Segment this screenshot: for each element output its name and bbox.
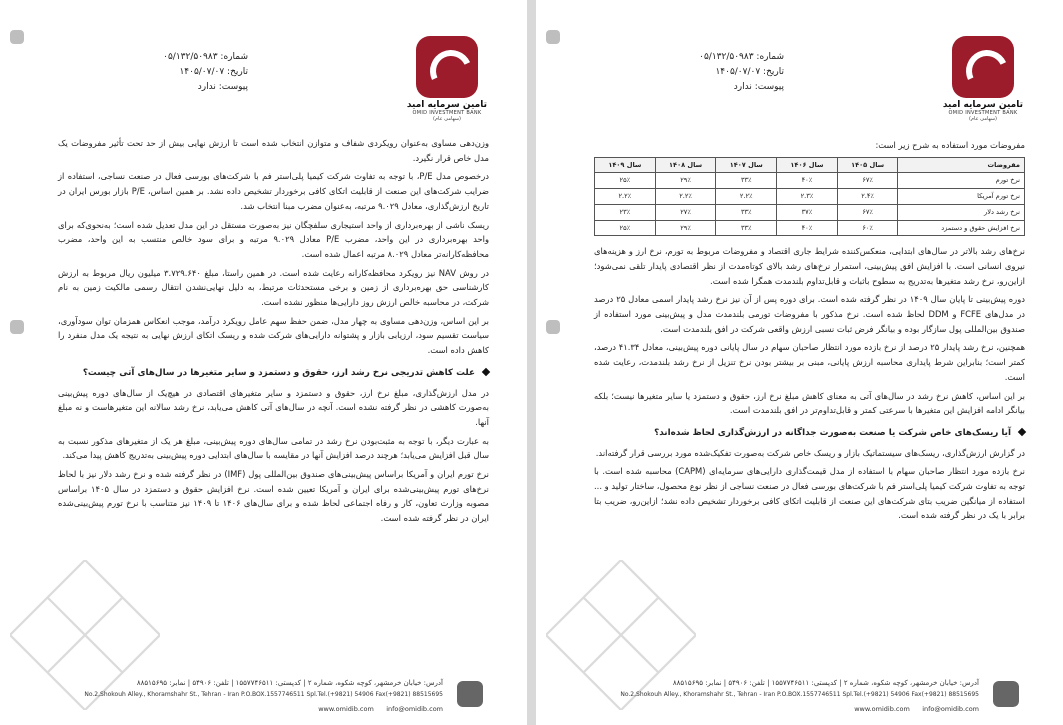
logo-name-en: OMID INVESTMENT BANK: [948, 110, 1018, 116]
table-row: [595, 204, 1025, 220]
table-header-row: [595, 157, 1025, 173]
table-cell: ۲۹٪: [655, 220, 716, 236]
table-cell: ۲۹٪: [655, 173, 716, 189]
table-row: [595, 189, 1025, 205]
footer-address-en: No.2,Shokouh Alley., Khoramshahr St., Tehran - Iran P.O.BOX.1557746511 Spl.Tel.(+9821) 54906 Fax(+9821) 88515695: [84, 691, 443, 698]
paragraph: ریسک ناشی از بهره‌برداری از واحد استیجاری سلفچگان نیز به‌صورت مستقل در این مدل تعدیل شده است؛ به‌نحوی‌که برای واحد بهره‌برداری در این واحد، مضرب P/E معادل ۹.۰۲۹ مرتبه و برای سود خالص منتسب به این واحد، مضرب محافظه‌کارانه‌تر معادل ۸.۰۲۹ مرتبه اعمال شده است.: [58, 219, 490, 259]
section-heading-text: آیا ریسک‌های خاص شرکت یا صنعت به‌صورت جداگانه در ارزش‌گذاری لحاظ شده‌اند؟: [654, 427, 1011, 438]
logo-sub-fa: (سهامی عام): [433, 116, 461, 122]
letter-number: شماره: ۰۵/۱۳۲/۵۰۹۸۳: [699, 52, 784, 62]
logo-name-fa: تامین سرمایه امید: [406, 100, 487, 110]
assumptions-table: [594, 157, 1025, 237]
table-cell: ۲.۲٪: [716, 189, 777, 205]
table-cell: نرخ تورم: [898, 173, 1025, 189]
letter-body: [58, 136, 489, 530]
logo-sub-fa: (سهامی عام): [969, 116, 997, 122]
logo-name-fa: تامین سرمایه امید: [942, 100, 1023, 110]
paragraph: وزن‌دهی مساوی به‌عنوان رویکردی شفاف و متوازن انتخاب شده است تا ارزش نهایی بیش از حد تحت تأثیر مفروضات یک مدل خاص قرار نگیرد.: [58, 138, 489, 163]
table-cell: ۴۰٪: [777, 173, 838, 189]
table-cell: ۲۷٪: [655, 204, 716, 220]
paragraph: همچنین، نرخ رشد پایدار ۲۵ درصد از نرخ بازده مورد انتظار صاحبان سهام در سال پایانی دوره پیش‌بینی، معادل ۴۱.۳۴ درصد، کمتر است؛ بنابراین شرط پایداری محاسبه ارزش پایانی، مبنی بر بیشتر بودن نرخ تنزیل از نرخ رشد بلندمدت، رعایت شده است.: [594, 342, 1025, 382]
letter-date: تاریخ: ۱۴۰۵/۰۷/۰۷: [715, 67, 784, 77]
paragraph: در روش NAV نیز رویکرد محافظه‌کارانه رعایت شده است. در همین راستا، مبلغ ۳.۷۲۹.۶۴۰ میلیون ریال مربوط به ارزش کارشناسی حق بهره‌برداری از زمین و برخی مستحدثات مرتبط، به دلیل نهایی‌نشدن انتقال رسمی مالکیت زمین به نام شرکت، در محاسبه خالص ارزش روز دارایی‌ها منظور نشده است.: [58, 267, 489, 308]
diamond-bullet-icon: [1018, 428, 1026, 436]
paragraph: به عبارت دیگر، با توجه به مثبت‌بودن نرخ رشد در تمامی سال‌های دوره پیش‌بینی، مبلغ هر یک از متغیرهای مذکور نسبت به سال قبل افزایش می‌یابد؛ هرچند درصد افزایش آنها در مقایسه با سال‌های ابتدایی دوره پیش‌بینی به‌تدریج کاهش پیدا می‌کند.: [58, 435, 489, 461]
table-cell: ۶۰٪: [837, 220, 898, 236]
table-cell: ۳۳٪: [716, 173, 777, 189]
footer-web-link[interactable]: www.omidib.com: [318, 705, 374, 713]
table-header-cell: سال ۱۴۰۶: [777, 157, 838, 173]
side-mark-icon: [546, 320, 560, 334]
document-page-left: [0, 0, 527, 725]
table-row: [595, 173, 1025, 189]
footer-email-link[interactable]: info@omidib.com: [386, 705, 443, 713]
footer-logo-icon: [993, 681, 1019, 707]
table-header-cell: سال ۱۴۰۵: [837, 157, 898, 173]
table-cell: ۲.۴٪: [837, 189, 898, 205]
table-cell: ۳۳٪: [716, 204, 777, 220]
company-logo: [943, 36, 1023, 122]
table-header-cell: سال ۱۴۰۹: [595, 157, 656, 173]
paragraph: بر این اساس، کاهش نرخ رشد در سال‌های آتی به معنای کاهش مبلغ نرخ ارز، حقوق و دستمزد یا سایر متغیرها نیست؛ بلکه بیانگر ادامه افزایش این متغیرها با سرعتی کمتر و قابل‌تداوم‌تر در افق بلندمدت است.: [594, 390, 1025, 416]
letter-attachment: پیوست: ندارد: [197, 82, 248, 92]
letter-number: شماره: ۰۵/۱۳۲/۵۰۹۸۳: [163, 52, 248, 62]
paragraph: دوره پیش‌بینی تا پایان سال ۱۴۰۹ در نظر گرفته شده است. برای دوره پس از آن نیز نرخ رشد پایدار اسمی معادل ۲۵ درصد در مدل‌های FCFE و DDM لحاظ شده است. نرخ مذکور با مفروضات تورمی بلندمدت مدل و پیش‌بینی مورد استفاده از صندوق بین‌المللی پول سازگار بوده و بیانگر فرض ثبات نسبی ارزش واقعی شرکت در افق بلندمدت است.: [594, 294, 1026, 334]
table-cell: نرخ رشد دلار: [898, 204, 1025, 220]
letter-meta: [654, 50, 784, 95]
letter-date: تاریخ: ۱۴۰۵/۰۷/۰۷: [179, 67, 248, 77]
footer-email-link[interactable]: info@omidib.com: [922, 705, 979, 713]
footer-address-en: No.2,Shokouh Alley., Khoramshahr St., Tehran - Iran P.O.BOX.1557746511 Spl.Tel.(+9821) 54906 Fax(+9821) 88515695: [620, 691, 979, 698]
page-footer: [14, 675, 513, 719]
table-cell: ۲.۲٪: [595, 189, 656, 205]
diamond-bullet-icon: [482, 368, 490, 376]
letter-body: [594, 138, 1025, 527]
company-logo: [407, 36, 487, 122]
paragraph: نرخ‌های رشد بالاتر در سال‌های ابتدایی، منعکس‌کننده شرایط جاری اقتصاد و مفروضات مربوط به تورم، نرخ ارز و هزینه‌های نیروی انسانی است. با افزایش افق پیش‌بینی، استمرار نرخ‌های رشد بالای کوتاه‌مدت از نظر اقتصادی پایدار تلقی نمی‌شود؛ ازاین‌رو، نرخ رشد متغیرها به‌تدریج به سطوح باثبات و قابل‌تداوم بلندمدت همگرا شده است.: [594, 246, 1025, 286]
table-row: [595, 220, 1025, 236]
section-heading-text: علت کاهش تدریجی نرخ رشد ارز، حقوق و دستمزد و سایر متغیرها در سال‌های آتی چیست؟: [82, 367, 475, 378]
section-heading: [58, 366, 489, 381]
footer-contacts: [3, 705, 443, 713]
table-cell: ۳۷٪: [777, 204, 838, 220]
side-mark-icon: [10, 320, 24, 334]
table-cell: نرخ تورم آمریکا: [898, 189, 1025, 205]
table-cell: ۲.۳٪: [777, 189, 838, 205]
table-cell: ۲۵٪: [595, 173, 656, 189]
table-header-cell: مفروضات: [898, 157, 1025, 173]
logo-mark-icon: [952, 36, 1014, 98]
paragraph: مفروضات مورد استفاده به شرح زیر است:: [875, 140, 1025, 150]
table-cell: ۲۳٪: [595, 204, 656, 220]
table-cell: نرخ افزایش حقوق و دستمزد: [898, 220, 1025, 236]
section-heading: [594, 426, 1025, 441]
table-cell: ۲.۲٪: [655, 189, 716, 205]
footer-address-fa: آدرس: خیابان خرمشهر، کوچه شکوه، شماره ۲ | کدپستی: ۱۵۵۷۷۴۶۵۱۱ | تلفن: ۵۴۹۰۶ | نمابر: ۸۸۵۱۵۶۹۵: [672, 679, 979, 687]
logo-name-en: OMID INVESTMENT BANK: [412, 110, 482, 116]
paragraph: در مدل ارزش‌گذاری، مبلغ نرخ ارز، حقوق و دستمزد و سایر متغیرهای اقتصادی در هیچ‌یک از سال‌های دوره پیش‌بینی به‌صورت کاهشی در نظر گرفته نشده است. آنچه در سال‌های آتی کاهش می‌یابد، نرخ رشد سالانه این متغیرهاست و نه مبلغ آنها.: [58, 387, 489, 427]
paragraph: بر این اساس، وزن‌دهی مساوی به چهار مدل، ضمن حفظ سهم عامل رویکرد درآمد، موجب انعکاس همزمان توان سودآوری، سیاست تقسیم سود، ارزیابی بازار و پشتوانه دارایی‌های شرکت شده و ریسک اتکای ارزش نهایی به نتیجه یک مدل منفرد را کاهش داده است.: [58, 315, 489, 356]
document-page-right: [536, 0, 1063, 725]
side-mark-icon: [10, 30, 24, 44]
side-mark-icon: [546, 30, 560, 44]
logo-mark-icon: [416, 36, 478, 98]
table-cell: ۶۷٪: [837, 173, 898, 189]
table-cell: ۲۵٪: [595, 220, 656, 236]
table-cell: ۶۷٪: [837, 204, 898, 220]
paragraph: نرخ بازده مورد انتظار صاحبان سهام با استفاده از مدل قیمت‌گذاری دارایی‌های سرمایه‌ای (CAPM) محاسبه شده است. با توجه به تفاوت شرکت کیمیا پلی‌استر فم با شرکت‌های بورسی فعال در صنعت نساجی از نظر نوع محصول، ساختار تولید و ... استفاده از میانگین ضریب بتای شرکت‌های این صنعت از قابلیت اتکای کافی برخوردار تشخیص داده نشد؛ ازاین‌رو، ضریب بتا برابر با یک در نظر گرفته شده است.: [594, 466, 1025, 521]
paragraph: نرخ تورم ایران و آمریکا براساس پیش‌بینی‌های صندوق بین‌المللی پول (IMF) در نظر گرفته شده و نرخ رشد دلار نیز با لحاظ نرخ‌های تورم پیش‌بینی‌شده برای ایران و آمریکا تعیین شده است. نرخ افزایش حقوق و دستمزد در سال ۱۴۰۵ براساس مصوبه وزارت تعاون، کار و رفاه اجتماعی لحاظ شده و برای سال‌های ۱۴۰۶ تا ۱۴۰۹ نیز متناسب با نرخ تورم پیش‌بینی‌شده ایران در نظر گرفته شده است.: [58, 469, 490, 524]
table-cell: ۳۳٪: [716, 220, 777, 236]
paragraph: درخصوص مدل P/E، با توجه به تفاوت شرکت کیمیا پلی‌استر فم با شرکت‌های بورسی فعال در صنعت نساجی، استفاده از ضرایب شرکت‌های این صنعت از قابلیت اتکای کافی برخوردار تشخیص داده نشد. بر همین اساس، P/E بازار بورس ایران در تاریخ ارزش‌گذاری، معادل ۹.۰۲۹ مرتبه، به‌عنوان مضرب مبنا انتخاب شد.: [58, 171, 489, 211]
letter-meta: [118, 50, 248, 95]
letter-attachment: پیوست: ندارد: [733, 82, 784, 92]
paragraph: در گزارش ارزش‌گذاری، ریسک‌های سیستماتیک بازار و ریسک خاص شرکت به‌صورت تفکیک‌شده مورد بررسی قرار گرفته‌اند.: [595, 447, 1025, 458]
footer-contacts: [539, 705, 979, 713]
footer-web-link[interactable]: www.omidib.com: [854, 705, 910, 713]
table-cell: ۴۰٪: [777, 220, 838, 236]
footer-address-fa: آدرس: خیابان خرمشهر، کوچه شکوه، شماره ۲ | کدپستی: ۱۵۵۷۷۴۶۵۱۱ | تلفن: ۵۴۹۰۶ | نمابر: ۸۸۵۱۵۶۹۵: [136, 679, 443, 687]
table-header-cell: سال ۱۴۰۸: [655, 157, 716, 173]
table-header-cell: سال ۱۴۰۷: [716, 157, 777, 173]
page-footer: [550, 675, 1049, 719]
footer-logo-icon: [457, 681, 483, 707]
